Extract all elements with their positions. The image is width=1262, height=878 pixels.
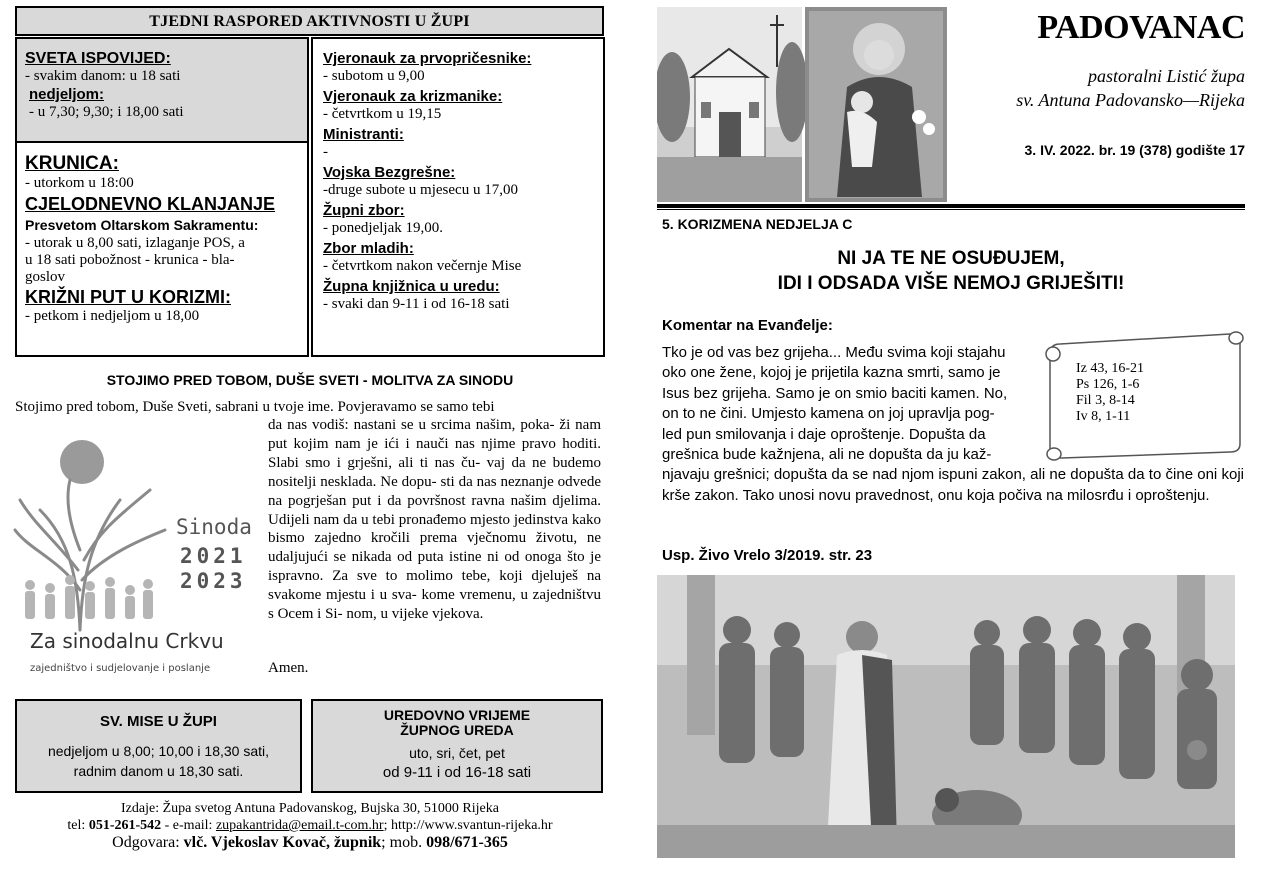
masthead-sub: sv. Antuna Padovansko—Rijeka bbox=[1016, 90, 1245, 110]
schedule-right-panel bbox=[311, 37, 605, 357]
rosary-heading: KRUNICA: bbox=[25, 153, 119, 174]
email-link[interactable]: zupakantrida@email.t-com.hr bbox=[215, 818, 384, 833]
synod-year-end: 2023 bbox=[180, 569, 247, 593]
activity-item: Ministranti: - bbox=[323, 126, 404, 160]
contact-line: tel: 051-261-542 - e-mail: zupakantrida@email.t-com.hr; http://www.svantun-rijeka.hr bbox=[67, 818, 553, 833]
masthead-title: PADOVANAC bbox=[1037, 9, 1245, 46]
footer bbox=[15, 800, 605, 851]
confession-heading: SVETA ISPOVIJED: bbox=[25, 50, 171, 67]
stations-heading: KRIŽNI PUT U KORIZMI: bbox=[25, 287, 231, 307]
prayer-amen: Amen. bbox=[268, 660, 309, 676]
activity-item: Vjeronauk za krizmanike: - četvrtkom u 19,15 bbox=[323, 88, 503, 122]
rosary-time: - utorkom u 18:00 bbox=[25, 175, 134, 191]
adoration-line: u 18 sati pobožnost - krunica - bla- bbox=[25, 252, 235, 268]
stations-time: - petkom i nedjeljom u 18,00 bbox=[25, 308, 200, 324]
activity-item: Zbor mladih: - četvrtkom nakon večernje Mise bbox=[323, 240, 522, 274]
synod-logo bbox=[10, 430, 260, 680]
synod-word: Sinoda bbox=[176, 515, 252, 539]
adoration-line: goslov bbox=[25, 269, 66, 285]
activity-item: Župna knjižnica u uredu: - svaki dan 9-11 i od 16-18 sati bbox=[323, 278, 510, 312]
liturgical-sunday: 5. KORIZMENA NEDJELJA C bbox=[662, 216, 853, 232]
confession-section bbox=[17, 39, 307, 141]
adoration-line: - utorak u 8,00 sati, izlaganje POS, a bbox=[25, 235, 245, 251]
masses-line: nedjeljom u 8,00; 10,00 i 18,30 sati, bbox=[47, 743, 270, 759]
office-title: ŽUPNOG UREDA bbox=[400, 722, 514, 738]
prayer-first-line: Stojimo pred tobom, Duše Sveti, sabrani u tvoje ime. Povjeravamo se samo tebi bbox=[15, 399, 495, 415]
masthead-sub: pastoralni Listić župa bbox=[1087, 66, 1245, 86]
sun-icon bbox=[60, 440, 104, 484]
phone-number: 051-261-542 bbox=[88, 818, 162, 833]
schedule-title: TJEDNI RASPORED AKTIVNOSTI U ŽUPI bbox=[15, 6, 604, 36]
office-title: UREDOVNO VRIJEME bbox=[383, 707, 531, 723]
confession-sunday-heading: nedjeljom: bbox=[29, 86, 105, 103]
publisher-line: Izdaje: Župa svetog Antuna Padovanskog, Bujska 30, 51000 Rijeka bbox=[121, 801, 499, 816]
synod-year-start: 2021 bbox=[180, 544, 247, 568]
divider bbox=[657, 209, 1245, 210]
divider bbox=[657, 204, 1245, 208]
people-silhouettes-icon bbox=[25, 575, 153, 619]
website-link[interactable]: ; http://www.svantun-rijeka.hr bbox=[383, 818, 553, 833]
prayer-title: STOJIMO PRED TOBOM, DUŠE SVETI - MOLITVA ZA SINODU bbox=[106, 372, 514, 388]
adoration-heading: CJELODNEVNO KLANJANJE bbox=[25, 194, 276, 214]
commentary-body: Tko je od vas bez grijeha... Među svima koji stajahu oko one žene, kojoj je prijetila kazna smrti, samo je Isus bez grijeha. Samo je on smio baciti kamen. No, on to ne čini. Umjesto kamena on joj upravlja pog- led pun smilovanja i daje oproštenje. Dopušta da grešnica bude kažnjena, ali ne dopušta da ju kaž- njavaju grešnici; dopušta da se nad njom ispuni zakon, ali ne dopušta da to čine oni koji krše zakon. Tako unosi novu pravednost, onu koja počiva na milosrđu i oproštenju. bbox=[662, 344, 1244, 504]
adoration-subheading: Presvetom Oltarskom Sakramentu: bbox=[25, 217, 259, 233]
masses-box bbox=[15, 699, 302, 793]
source-citation: Usp. Živo Vrelo 3/2019. str. 23 bbox=[662, 547, 873, 564]
masses-title: SV. MISE U ŽUPI bbox=[100, 713, 217, 730]
office-days: uto, sri, čet, pet bbox=[409, 745, 505, 761]
masthead bbox=[960, 10, 1245, 158]
activity-item: Župni zbor: - ponedjeljak 19,00. bbox=[323, 202, 443, 236]
rosary-section bbox=[17, 141, 307, 355]
confession-sunday-times: - u 7,30; 9,30; i 18,00 sati bbox=[29, 104, 184, 120]
synod-subtagline: zajedništvo i sudjelovanje i poslanje bbox=[30, 663, 211, 674]
office-hours: od 9-11 i od 16-18 sati bbox=[382, 764, 532, 781]
masses-line: radnim danom u 18,30 sati. bbox=[73, 763, 244, 779]
commentary-heading: Komentar na Evanđelje: bbox=[662, 317, 833, 334]
readings-list: Iz 43, 16-21 Ps 126, 1-6 Fil 3, 8-14 Iv 8, 1-11 bbox=[1076, 361, 1145, 424]
activity-item: Vojska Bezgrešne: -druge subote u mjesecu u 17,00 bbox=[323, 164, 518, 198]
activity-item: Vjeronauk za prvopričesnike: - subotom u 9,00 bbox=[323, 50, 532, 84]
responsible-line: Odgovara: vlč. Vjekoslav Kovač, župnik; mob. 098/671-365 bbox=[112, 834, 508, 851]
headline: NI JA TE NE OSUĐUJEM, IDI I ODSADA VIŠE NEMOJ GRIJEŠITI! bbox=[777, 248, 1125, 294]
church-and-saint-photo bbox=[657, 7, 947, 202]
prayer-body: da nas vodiš: nastani se u srcima našim, poka- ži nam put kojim nam je ići i nauči nas njime pravo hoditi. Slabi smo i grješni, ali ti nas ču- vaj da ne budemo nositelji nesklada. Ne dopu- sti da nas neznanje odvede na pogrješan put i da površnost ravna našim djelima. Udijeli nam da u tebi pronađemo mjesto jedinstva kako bismo zajedno kročili prema vječnomu životu, ne udaljujući se nikada od puta istine ni od onoga što je ispravno. Za sve to molimo tebe, koji djeluješ na svakome mjestu i u sva- kome vremenu, u zajedništvu s Ocem i Si- nom, u vijeke vjekova. bbox=[268, 417, 601, 623]
office-hours-box bbox=[311, 699, 603, 793]
synod-tagline: Za sinodalnu Crkvu bbox=[30, 629, 224, 653]
issue-info: 3. IV. 2022. br. 19 (378) godište 17 bbox=[1024, 142, 1245, 158]
confession-daily: - svakim danom: u 18 sati bbox=[25, 68, 181, 84]
gospel-scene-illustration bbox=[657, 575, 1235, 858]
